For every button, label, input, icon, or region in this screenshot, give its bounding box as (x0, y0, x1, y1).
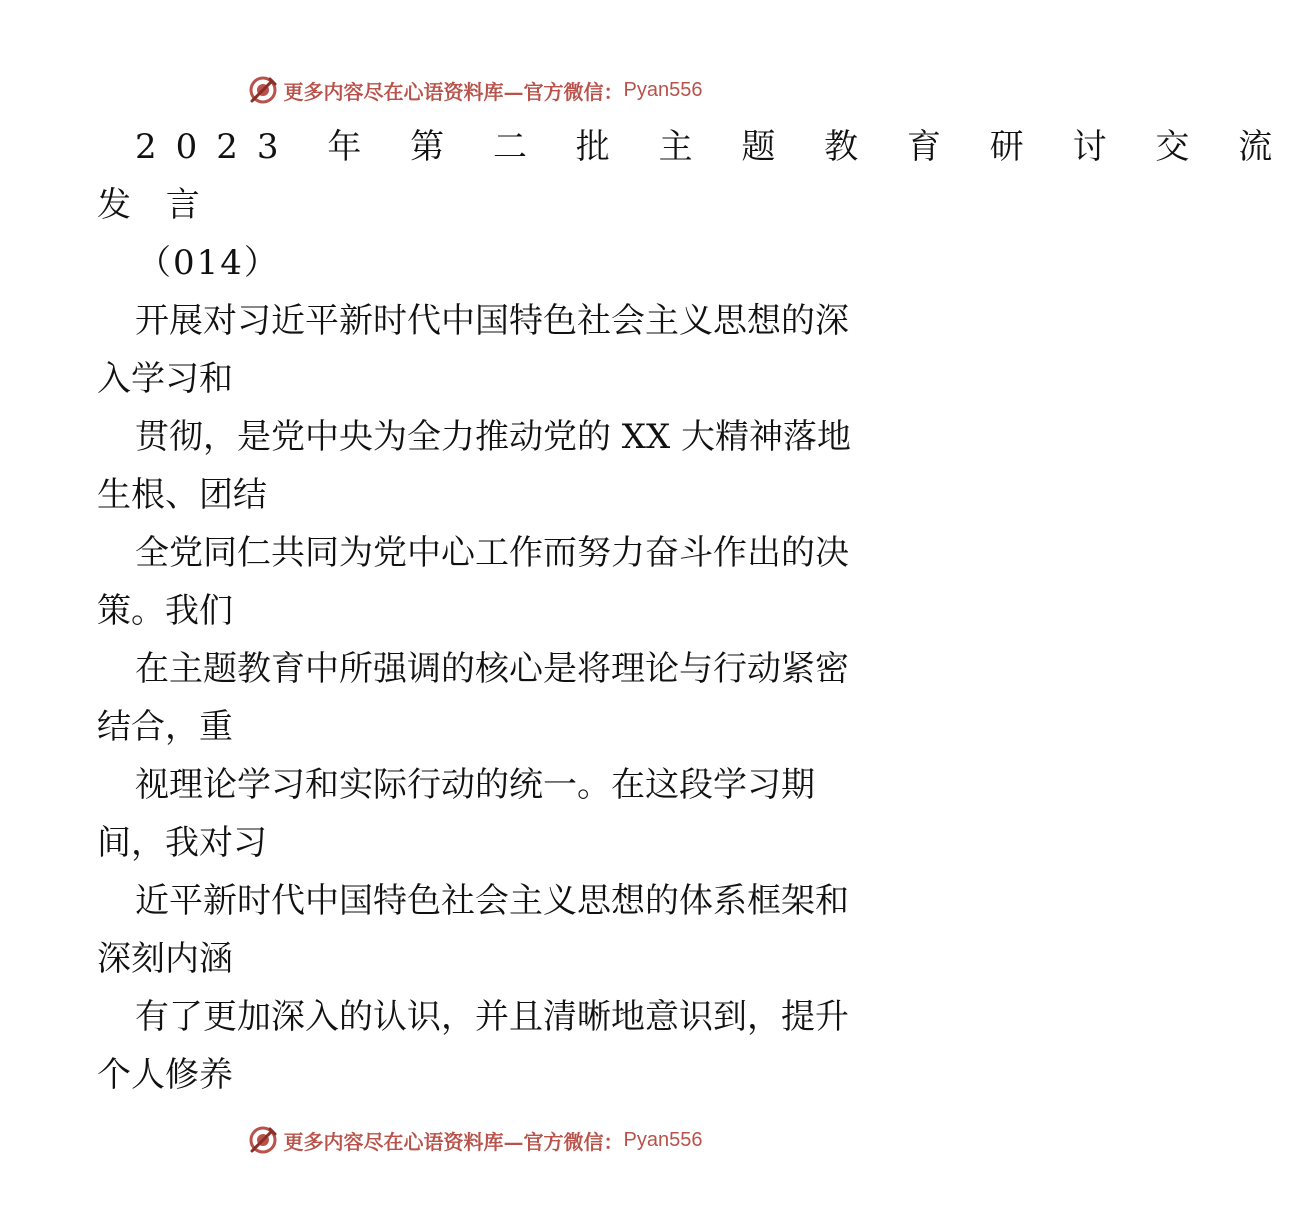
text-line: 视理论学习和实际行动的统一。在这段学习期 (135, 765, 815, 805)
document-paragraph (97, 292, 857, 1104)
text-line: 深刻内涵 (97, 939, 233, 979)
text-line: 个人修养 (97, 1055, 233, 1095)
text-line: 入学习和 (97, 359, 233, 399)
text-line: 结合，重 (97, 707, 233, 747)
watermark-text: 更多内容尽在心语资料库—官方微信： (283, 1129, 624, 1154)
text-line: 在主题教育中所强调的核心是将理论与行动紧密 (135, 649, 849, 689)
document-title-line1: 2023 年 第 二 批 主 题 教 育 研 讨 交 流 (135, 127, 1291, 167)
document-body (97, 118, 1291, 1104)
watermark-id: Pyan556 (623, 78, 703, 101)
watermark-id: Pyan556 (623, 1128, 703, 1151)
pen-seal-icon (248, 1125, 278, 1155)
document-number: （014） (137, 243, 280, 283)
text-line: 生根、团结 (97, 475, 267, 515)
watermark-text: 更多内容尽在心语资料库—官方微信： (283, 79, 624, 104)
text-line: 有了更加深入的认识，并且清晰地意识到，提升 (135, 997, 849, 1037)
watermark-footer (0, 1120, 950, 1160)
text-line: 间，我对习 (97, 823, 267, 863)
text-line: 开展对习近平新时代中国特色社会主义思想的深 (135, 301, 849, 341)
text-line: 策。我们 (97, 591, 233, 631)
watermark-header (0, 70, 950, 110)
text-line: 全党同仁共同为党中心工作而努力奋斗作出的决 (135, 533, 849, 573)
pen-seal-icon (248, 75, 278, 105)
text-line: 近平新时代中国特色社会主义思想的体系框架和 (135, 881, 849, 921)
text-line: 贯彻，是党中央为全力推动党的 XX 大精神落地 (135, 417, 852, 457)
document-title-line2: 发 言 (97, 185, 212, 225)
